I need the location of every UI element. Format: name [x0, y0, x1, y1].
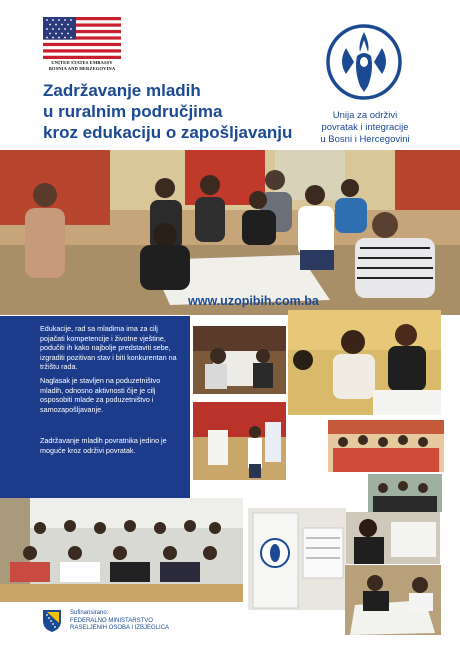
photo-young-woman — [346, 512, 440, 564]
sponsor-line-2: FEDERALNO MINISTARSTVO — [70, 617, 153, 624]
photo-classroom — [328, 420, 444, 472]
paragraph-return: Zadržavanje mladih povratnika jedino je moguće kroz održivi povratak. — [40, 436, 167, 455]
org-line-1: Unija za održivi — [332, 110, 398, 121]
photo-seminar-room — [0, 498, 243, 602]
org-line-2: povratak i integracije — [321, 122, 409, 133]
paragraph-education: Edukacije, rad sa mladima ima za cilj pojačati kompetencije i životne vještine, podučiti ih kako najbolje predstaviti sebe, izgraditi pozitivan stav i biti konkurentan na tržištu rada. — [40, 324, 177, 371]
sponsor-line-1: Sufinansirano: — [70, 610, 109, 616]
sponsor-credit — [70, 610, 169, 633]
photo-writing-on-floor — [345, 565, 441, 635]
organization-name — [300, 110, 430, 146]
photo-group-table — [368, 474, 442, 512]
paragraph-entrepreneurship: Naglasak je stavljen na poduzetništvo mladih, odnosno aktivnosti čije je cilj osposobiti mlade za poduzetništvo i samozapošljavanje. — [40, 376, 161, 414]
photo-girls-writing — [288, 310, 441, 415]
embassy-line-1: UNITED STATES EMBASSY — [51, 60, 113, 65]
main-workshop-photo — [0, 150, 460, 315]
federation-coat-of-arms-icon — [42, 609, 62, 633]
photo-presentation — [193, 402, 286, 480]
title-line-3: kroz edukaciju o zapošljavanju — [43, 123, 293, 142]
photo-drawing-session — [193, 326, 286, 394]
poster-title — [43, 80, 303, 143]
website-link[interactable]: www.uzopibih.com.ba — [188, 294, 319, 308]
us-flag-logo — [43, 17, 121, 59]
org-line-3: u Bosni i Hercegovini — [320, 134, 410, 145]
embassy-caption — [40, 60, 124, 72]
title-line-2: u ruralnim područjima — [43, 102, 223, 121]
photo-rollup-banner — [248, 508, 346, 610]
title-line-1: Zadržavanje mladih — [43, 81, 201, 100]
sponsor-line-3: RASELJENIH OSOBA I IZBJEGLICA — [70, 625, 170, 631]
embassy-line-2: BOSNIA AND HERZEGOVINA — [48, 66, 116, 71]
uzopi-logo-icon — [324, 22, 404, 102]
